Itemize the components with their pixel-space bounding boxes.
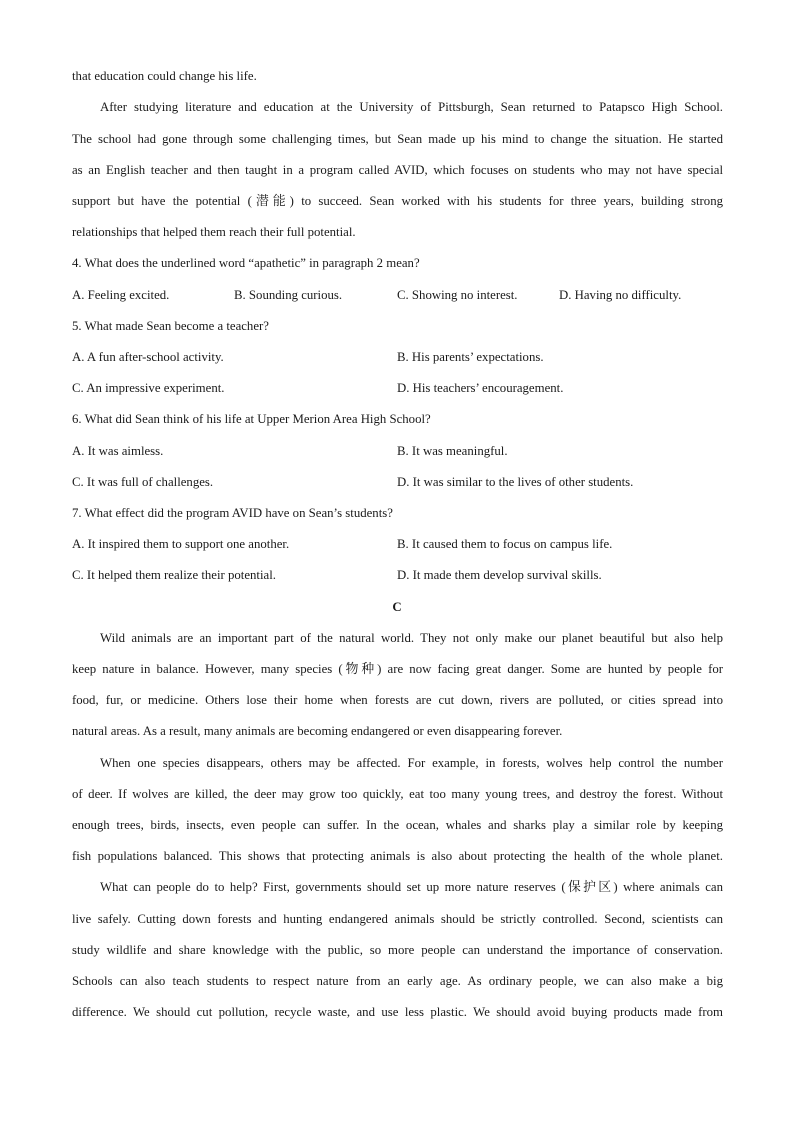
option-a: A. It was aimless.	[72, 444, 164, 458]
option-b: B. His parents’ expectations.	[397, 350, 544, 364]
paragraph-line: After studying literature and education at the University of Pittsburgh, Sean returned to Patapsco High School.	[100, 100, 723, 114]
paragraph-line: Wild animals are an important part of the natural world. They not only make our planet beautiful but also help	[100, 631, 723, 645]
option-a: A. It inspired them to support one another.	[72, 537, 290, 551]
option-c: C. It helped them realize their potential.	[72, 568, 276, 582]
option-c: C. An impressive experiment.	[72, 381, 225, 395]
option-a: A. Feeling excited.	[72, 288, 170, 302]
question-stem: 4. What does the underlined word “apathetic” in paragraph 2 mean?	[72, 256, 420, 270]
paragraph-line: support but have the potential (潜能) to succeed. Sean worked with his students for three years, building strong	[72, 194, 723, 208]
paragraph-line: of deer. If wolves are killed, the deer may grow too quickly, eat too many young trees, and destroy the forest. Without	[72, 787, 723, 801]
option-a: A. A fun after-school activity.	[72, 350, 224, 364]
paragraph-line: relationships that helped them reach their full potential.	[72, 225, 356, 239]
option-b: B. Sounding curious.	[234, 288, 343, 302]
option-c: C. It was full of challenges.	[72, 475, 214, 489]
question-stem: 5. What made Sean become a teacher?	[72, 319, 269, 333]
paragraph-line: Schools can also teach students to respect nature from an early age. As ordinary people, we can also make a big	[72, 974, 723, 988]
option-d: D. It was similar to the lives of other students.	[397, 475, 634, 489]
option-d: D. Having no difficulty.	[559, 288, 682, 302]
paragraph-line: When one species disappears, others may be affected. For example, in forests, wolves help control the number	[100, 756, 723, 770]
paragraph-line: What can people do to help? First, governments should set up more nature reserves (保护区) where animals can	[100, 880, 723, 894]
option-b: B. It was meaningful.	[397, 444, 508, 458]
paragraph-line: as an English teacher and then taught in a program called AVID, which focuses on students who may not have special	[72, 163, 723, 177]
paragraph-line: difference. We should cut pollution, recycle waste, and use less plastic. We should avoid buying products made from	[72, 1005, 723, 1019]
question-stem: 6. What did Sean think of his life at Upper Merion Area High School?	[72, 412, 431, 426]
option-b: B. It caused them to focus on campus life.	[397, 537, 613, 551]
question-stem: 7. What effect did the program AVID have on Sean’s students?	[72, 506, 393, 520]
paragraph-line: enough trees, birds, insects, even people can suffer. In the ocean, whales and sharks play a similar role by keeping	[72, 818, 723, 832]
paragraph-line: natural areas. As a result, many animals are becoming endangered or even disappearing forever.	[72, 724, 563, 738]
paragraph-line: live safely. Cutting down forests and hunting endangered animals should be strictly controlled. Second, scientists can	[72, 912, 723, 926]
paragraph-line: study wildlife and share knowledge with the public, so more people can understand the importance of conservation.	[72, 943, 723, 957]
paragraph-line: food, fur, or medicine. Others lose their home when forests are cut down, rivers are polluted, or cities spread into	[72, 693, 723, 707]
paragraph-line: keep nature in balance. However, many species (物种) are now facing great danger. Some are hunted by people for	[72, 662, 723, 676]
paragraph-line: The school had gone through some challenging times, but Sean made up his mind to change the situation. He started	[72, 132, 723, 146]
option-d: D. His teachers’ encouragement.	[397, 381, 564, 395]
option-d: D. It made them develop survival skills.	[397, 568, 602, 582]
paragraph-line: fish populations balanced. This shows that protecting animals is also about protecting the health of the whole planet.	[72, 849, 723, 863]
option-c: C. Showing no interest.	[397, 288, 518, 302]
section-heading: C	[392, 600, 402, 614]
paragraph-line: that education could change his life.	[72, 69, 257, 83]
